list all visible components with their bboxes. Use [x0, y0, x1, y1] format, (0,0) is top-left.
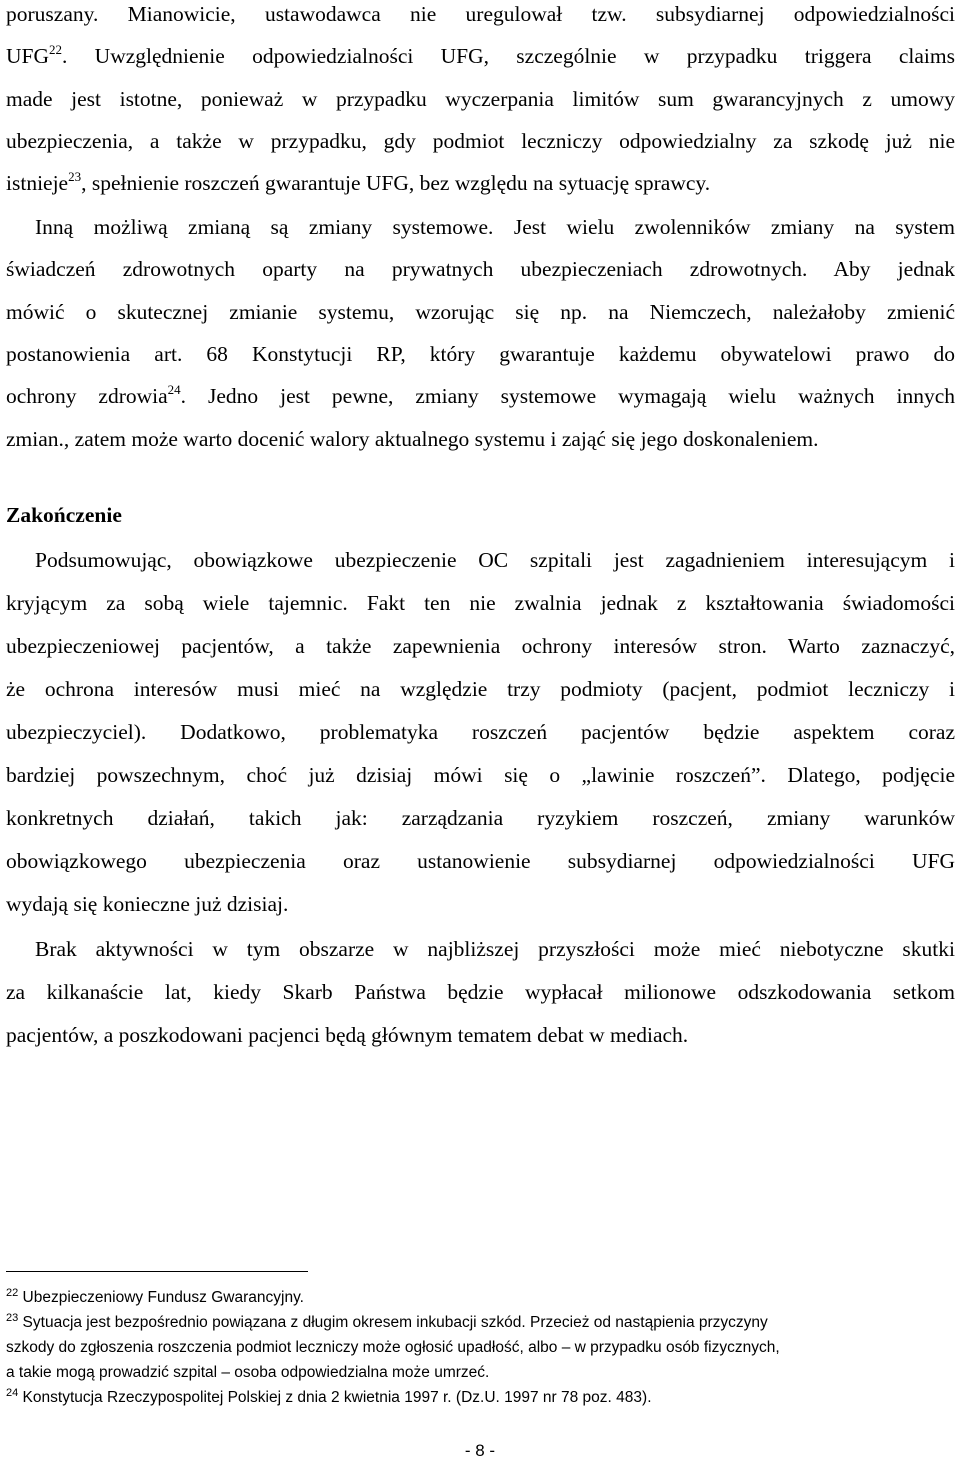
body-line — [6, 41, 955, 71]
conclusion-line: Brak aktywności w tym obszarze w najbliższej przyszłości może mieć niebotyczne skutki — [35, 937, 955, 961]
footnote-separator — [6, 1271, 308, 1272]
footnote-text: Konstytucja Rzeczypospolitej Polskiej z dnia 2 kwietnia 1997 r. (Dz.U. 1997 nr 78 poz. 483). — [18, 1389, 652, 1406]
conclusion-line: za kilkanaście lat, kiedy Skarb Państwa będzie wypłacał milionowe odszkodowania setkom — [6, 980, 955, 1004]
footnote-23 — [6, 1312, 955, 1334]
conclusion-line: kryjącym za sobą wiele tajemnic. Fakt ten nie zwalnia jednak z kształtowania świadomości — [6, 591, 955, 615]
body-line: świadczeń zdrowotnych oparty na prywatnych ubezpieczeniach zdrowotnych. Aby jednak — [6, 257, 955, 281]
body-text: istnieje — [6, 171, 69, 195]
conclusion-line: bardziej powszechnym, choć już dzisiaj mówi się o „lawinie roszczeń”. Dlatego, podjęcie — [6, 763, 955, 787]
section-heading: Zakończenie — [6, 503, 122, 527]
footnote-ref[interactable]: 23 — [68, 169, 82, 184]
conclusion-line: pacjentów, a poszkodowani pacjenci będą głównym tematem debat w mediach. — [6, 1023, 689, 1047]
footnote-text: Ubezpieczeniowy Fundusz Gwarancyjny. — [18, 1289, 304, 1306]
page-number: - 8 - — [464, 1441, 496, 1460]
conclusion-line: wydają się konieczne już dzisiaj. — [6, 892, 289, 916]
footnote-number: 23 — [6, 1312, 19, 1324]
body-text: ochrony zdrowia — [6, 384, 168, 408]
conclusion-line: ubezpieczyciel). Dodatkowo, problematyka roszczeń pacjentów będzie aspektem coraz — [6, 720, 955, 744]
footnote-text: Sytuacja jest bezpośrednio powiązana z długim okresem inkubacji szkód. Przecież od nastąpienia przyczyny — [18, 1314, 768, 1331]
footnote-number: 22 — [6, 1287, 19, 1299]
body-text: , spełnienie roszczeń gwarantuje UFG, bez względu na sytuację sprawcy. — [81, 171, 711, 195]
footnote-ref[interactable]: 24 — [167, 382, 181, 397]
conclusion-line: konkretnych działań, takich jak: zarządzania ryzykiem roszczeń, zmiany warunków — [6, 806, 955, 830]
footnote-ref[interactable]: 22 — [49, 42, 63, 57]
footnote-23-line: a takie mogą prowadzić szpital – osoba odpowiedzialna może umrzeć. — [6, 1364, 490, 1381]
conclusion-line: że ochrona interesów musi mieć na względzie trzy podmioty (pacjent, podmiot leczniczy i — [6, 677, 955, 701]
footnote-number: 24 — [6, 1387, 19, 1399]
body-text: UFG — [6, 44, 50, 68]
body-text: . Uwzględnienie odpowiedzialności UFG, szczególnie w przypadku triggera claims — [62, 44, 955, 68]
body-line: ubezpieczenia, a także w przypadku, gdy podmiot leczniczy odpowiedzialny za szkodę już nie — [6, 129, 955, 153]
conclusion-line: ubezpieczeniowej pacjentów, a także zapewnienia ochrony interesów stron. Warto zaznaczyć, — [6, 634, 955, 658]
body-line: mówić o skutecznej zmianie systemu, wzorując się np. na Niemczech, należałoby zmienić — [6, 300, 955, 324]
body-line — [6, 168, 955, 198]
body-line: zmian., zatem może warto docenić walory aktualnego systemu i zająć się jego doskonaleniem. — [6, 427, 819, 451]
body-line: made jest istotne, ponieważ w przypadku wyczerpania limitów sum gwarancyjnych z umowy — [6, 87, 955, 111]
body-line — [6, 381, 955, 411]
conclusion-line: obowiązkowego ubezpieczenia oraz ustanowienie subsydiarnej odpowiedzialności UFG — [6, 849, 955, 873]
body-line: postanowienia art. 68 Konstytucji RP, który gwarantuje każdemu obywatelowi prawo do — [6, 342, 955, 366]
body-line: Inną możliwą zmianą są zmiany systemowe. Jest wielu zwolenników zmiany na system — [35, 215, 955, 239]
footnote-24 — [6, 1387, 955, 1409]
conclusion-line: Podsumowując, obowiązkowe ubezpieczenie OC szpitali jest zagadnieniem interesującym i — [35, 548, 955, 572]
footnote-23-line: szkody do zgłoszenia roszczenia podmiot leczniczy może ogłosić upadłość, albo – w przypadku osób fizycznych, — [6, 1339, 780, 1356]
footnote-22 — [6, 1287, 955, 1309]
body-text: . Jedno jest pewne, zmiany systemowe wymagają wielu ważnych innych — [180, 384, 955, 408]
body-line: poruszany. Mianowicie, ustawodawca nie uregulował tzw. subsydiarnej odpowiedzialności — [6, 2, 955, 26]
